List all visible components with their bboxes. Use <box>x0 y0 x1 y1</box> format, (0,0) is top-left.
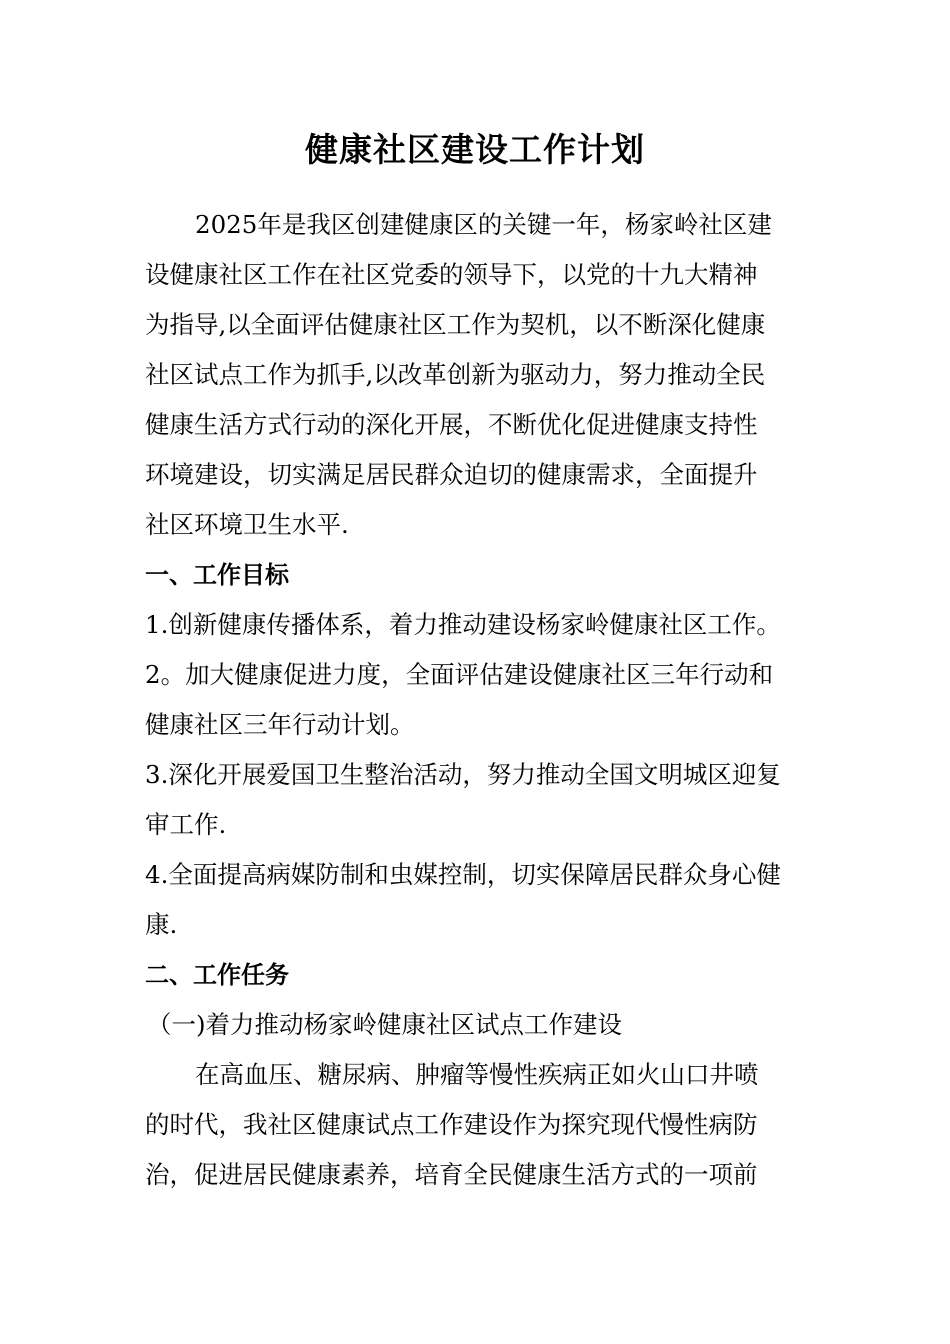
paragraph-line: 环境建设，切实满足居民群众迫切的健康需求，全面提升 <box>145 460 758 489</box>
document-title: 健康社区建设工作计划 <box>305 130 645 169</box>
list-item-continuation: 审工作. <box>145 810 227 839</box>
paragraph-line: 在高血压、糖尿病、肿瘤等慢性疾病正如火山口井喷 <box>195 1060 759 1089</box>
document-body <box>145 200 810 1200</box>
list-item: 3.深化开展爱国卫生整治活动，努力推动全国文明城区迎复 <box>145 760 781 789</box>
section-heading: 二、工作任务 <box>145 961 289 989</box>
paragraph-line: 为指导,以全面评估健康社区工作为契机，以不断深化健康 <box>145 310 766 339</box>
paragraph-line: 社区环境卫生水平. <box>145 510 349 539</box>
paragraph-line: 的时代，我社区健康试点工作建设作为探究现代慢性病防 <box>145 1110 758 1139</box>
subsection-heading: （一)着力推动杨家岭健康社区试点工作建设 <box>147 1010 623 1039</box>
paragraph-line: 治，促进居民健康素养，培育全民健康生活方式的一项前 <box>145 1160 758 1189</box>
list-item-continuation: 健康社区三年行动计划。 <box>145 710 415 739</box>
list-item-continuation: 康. <box>145 910 178 939</box>
paragraph-line: 社区试点工作为抓手,以改革创新为驱动力，努力推动全民 <box>145 360 766 389</box>
paragraph-line: 健康生活方式行动的深化开展，不断优化促进健康支持性 <box>145 410 758 439</box>
paragraph-line: 设健康社区工作在社区党委的领导下，以党的十九大精神 <box>145 260 758 289</box>
list-item: 4.全面提高病媒防制和虫媒控制，切实保障居民群众身心健 <box>145 860 781 889</box>
section-heading: 一、工作目标 <box>145 561 289 589</box>
list-item: 2。加大健康促进力度，全面评估建设健康社区三年行动和 <box>145 660 774 689</box>
list-item: 1.创新健康传播体系，着力推动建设杨家岭健康社区工作。 <box>145 610 781 639</box>
paragraph-line: 2025年是我区创建健康区的关键一年，杨家岭社区建 <box>195 210 772 239</box>
